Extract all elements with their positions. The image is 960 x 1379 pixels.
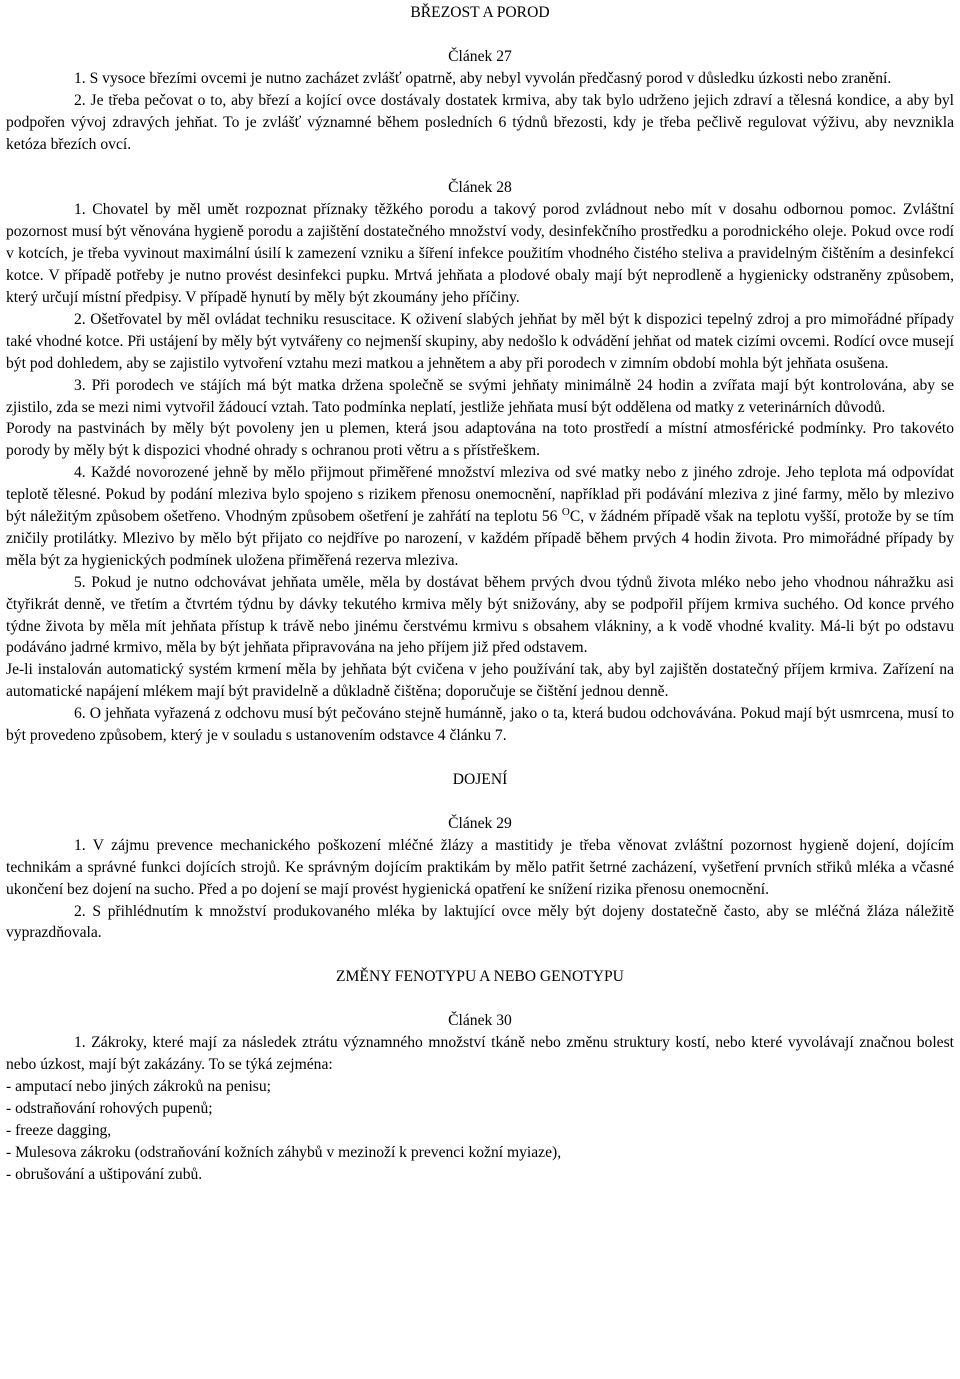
article-29-paragraph-1: 1. V zájmu prevence mechanického poškození mléčné žlázy a mastitidy je třeba věnovat zvláštní pozornost hygieně dojení, dojícím technikám a správné funkci dojících strojů. Ke správným dojícím praktikám by mělo patřit šetrné zacházení, vyšetření prvních střiků mléka a včasné ukončení bez dojení na sucho. Před a po dojení se mají provést hygienická opatření ke snížení rizika přenosu onemocnění. — [6, 836, 954, 898]
article-28-paragraph-3b: Porody na pastvinách by měly být povoleny jen u plemen, která jsou adaptována na toto prostředí a místní atmosférické podmínky. Pro takovéto porody by měly být k dispozici vhodné ohrady s ochranou proti větru a s přístřeškem. — [6, 420, 954, 460]
section-title-dojeni: DOJENÍ — [452, 771, 508, 788]
article-28-paragraph-3: 3. Při porodech ve stájích má být matka držena společně se svými jehňaty minimálně 24 hodin a zvířata mají být kontrolována, aby se zjistilo, zda se mezi nimi vytvořil žádoucí vztah. Tato podmínka neplatí, jestliže jehňata musí být oddělena od matky z veterinárních důvodů. — [6, 376, 954, 416]
article-28-heading: Článek 28 — [448, 179, 512, 197]
article-28-paragraph-1: 1. Chovatel by měl umět rozpoznat příznaky těžkého porodu a takový porod zvládnout nebo mít v dosahu odbornou pomoc. Zvláštní pozornost musí být věnována hygieně porodu a zajištění dostatečného množství vody, desinfekčního prostředku a porodnického oleje. Pokud ovce rodí v kotcích, je třeba vyvinout maximální úsilí k zamezení vzniku a šíření infekce použitím vhodného čistého steliva a pravidelným čištěním a desinfekcí kotce. V případě potřeby je nutno provést desinfekci pupku. Mrtvá jehňata a plodové obaly mají být neprodleně a hygienicky odstraněny způsobem, který určují místní předpisy. V případě hynutí by měly být zkoumány jeho příčiny. — [6, 201, 954, 306]
article-27-heading: Článek 27 — [448, 47, 512, 65]
section-title-brezost: BŘEZOST A POROD — [410, 4, 550, 21]
article-28-paragraph-4 — [6, 462, 954, 572]
article-30-paragraph-1: 1. Zákroky, které mají za následek ztrátu významného množství tkáně nebo změnu struktury kostí, nebo které vyvolávají značnou bolest nebo úzkost, mají být zakázány. To se týká zejména: — [6, 1034, 954, 1074]
article-27-paragraph-2: 2. Je třeba pečovat o to, aby březí a kojící ovce dostávaly dostatek krmiva, aby tak bylo udrženo jejich zdraví a tělesná kondice, a aby byl podpořen vývoj zdravých jehňat. To je zvlášť významné během posledních 6 týdnů březosti, kdy je třeba pečlivě regulovat výživu, aby nevznikla ketóza březích ovcí. — [6, 91, 954, 153]
article-29-heading: Článek 29 — [448, 814, 512, 832]
list-item: - odstraňování rohových pupenů; — [6, 1099, 213, 1117]
article-28-paragraph-5: 5. Pokud je nutno odchovávat jehňata uměle, měla by dostávat během prvých dvou týdnů života mléko nebo jeho vhodnou náhražku asi čtyřikrát denně, ve třetím a čtvrtém týdnu by dávky tekutého krmiva měly být snižovány, aby se podpořil příjem krmiva suchého. Od konce prvého týdne života by měla mít jehňata přístup k trávě nebo jinému čerstvému krmivu s obsahem vlákniny, a k vodě vhodné kvality. Má-li být po odstavu podáváno jadrné krmivo, měla by být jehňata připravována na jeho příjem již před odstavem. — [6, 573, 954, 657]
article-27-paragraph-1: 1. S vysoce březími ovcemi je nutno zacházet zvlášť opatrně, aby nebyl vyvolán předčasný porod v důsledku úzkosti nebo zranění. — [74, 69, 892, 87]
article-28-paragraph-6: 6. O jehňata vyřazená z odchovu musí být pečováno stejně humánně, jako o ta, která budou odchovávána. Pokud mají být usmrcena, musí to být provedeno způsobem, který je v souladu s ustanovením odstavce 4 článku 7. — [6, 705, 954, 745]
article-28-paragraph-4-part-a: 4. Každé novorozené jehně by mělo přijmout přiměřené množství mleziva od své matky nebo z jiného zdroje. Jeho teplota má odpovídat teplotě tělesné. Pokud by podání mleziva bylo spojeno s rizikem přenosu onemocnění, například při podávání mleziva z jiné farmy, mělo by mlezivo být náležitým způsobem ošetřeno. Vhodným způsobem ošetření je zahřátí na teplotu 56 — [6, 464, 954, 526]
list-item: - obrušování a uštipování zubů. — [6, 1165, 203, 1183]
article-28-paragraph-4-part-b: C, v žádném případě však na teplotu vyšší, protože by se tím zničily protilátky. Mlezivo by mělo být přijato co nejdříve po narození, v každém případě během prvých 4 hodin života. Pro mimořádné případy by měla být za hygienických podmínek uložena přiměřená rezerva mleziva. — [6, 508, 954, 569]
list-item: - amputací nebo jiných zákroků na penisu; — [6, 1077, 272, 1095]
list-item: - freeze dagging, — [6, 1121, 112, 1139]
article-28-paragraph-2: 2. Ošetřovatel by měl ovládat techniku resuscitace. K oživení slabých jehňat by měl být k dispozici tepelný zdroj a pro mimořádné případy také vhodné kotce. Při ustájení by měly být vytvářeny co nejmenší skupiny, aby nedošlo k odvádění jehňat od matek cizími ovcemi. Rodící ovce musejí být pod dohledem, aby se zajistilo vytvoření vztahu mezi matkou a jehnětem a aby při porodech v zimním období mohla být jehňata osušena. — [6, 310, 954, 372]
article-30-heading: Článek 30 — [448, 1012, 512, 1030]
article-29-paragraph-2: 2. S přihlédnutím k množství produkovaného mléka by laktující ovce měly být dojeny dostatečně často, aby se mléčná žláza náležitě vyprazdňovala. — [6, 902, 954, 942]
article-28-paragraph-5b: Je-li instalován automatický systém krmení měla by jehňata být cvičena v jeho používání tak, aby byl zajištěn dostatečný příjem krmiva. Zařízení na automatické napájení mlékem mají být pravidelně a důkladně čištěna; doporučuje se čištění jednou denně. — [6, 661, 954, 701]
list-item: - Mulesova zákroku (odstraňování kožních záhybů v mezinoží k prevenci kožní myiaze), — [6, 1143, 562, 1161]
degree-superscript: O — [561, 506, 570, 519]
section-title-zmeny: ZMĚNY FENOTYPU A NEBO GENOTYPU — [336, 968, 624, 986]
